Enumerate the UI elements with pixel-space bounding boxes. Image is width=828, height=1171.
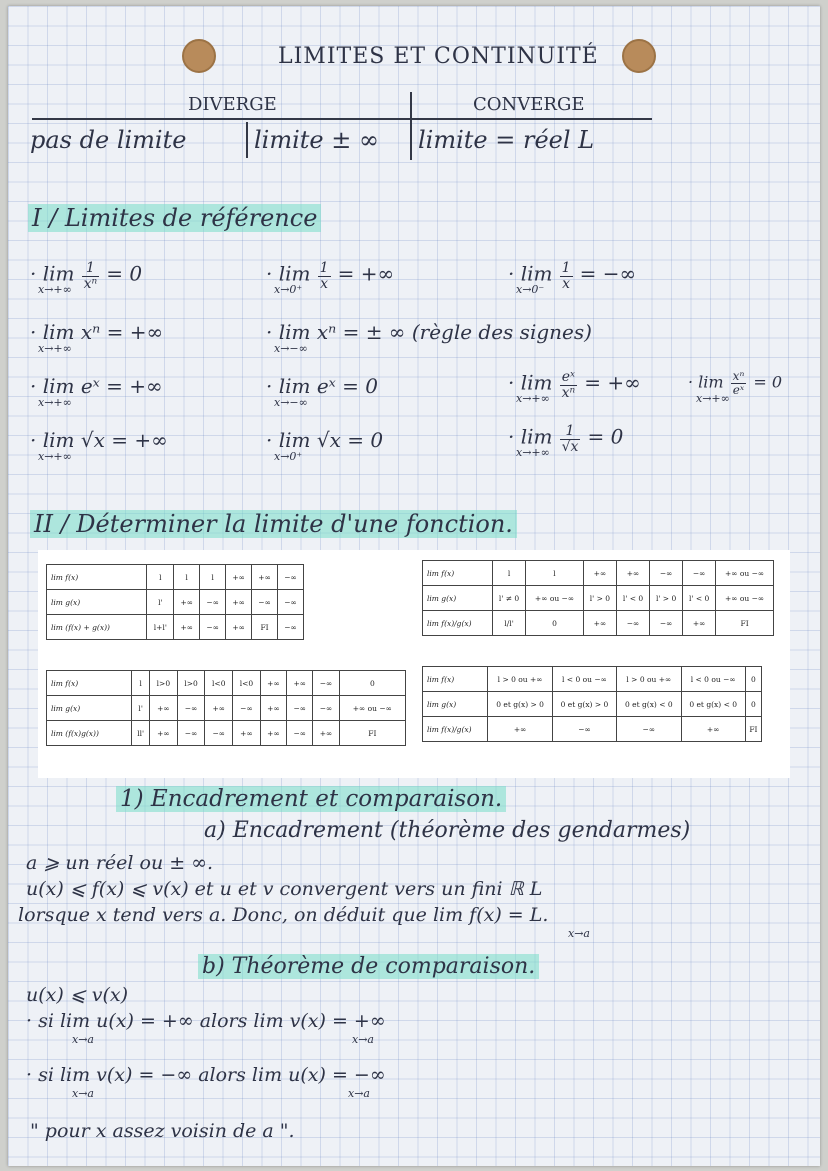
table-cell: −∞: [177, 721, 205, 746]
table-row-header: lim g(x): [47, 590, 147, 615]
ref-limit-2-fraction: $\frac{1}{x}$: [319, 260, 329, 292]
table-cell: +∞: [174, 590, 200, 615]
table-cell: −∞: [650, 611, 683, 636]
table-cell: +∞: [226, 565, 252, 590]
ref-limit-12: · lim $\frac{1}{√x}$ = 0 x→+∞: [508, 423, 624, 459]
ref-limit-3-value: = −∞: [579, 261, 637, 286]
ref-limit-8-fraction: $\frac{\text{eˣ}}{\text{xⁿ}}$: [561, 369, 576, 401]
table-cell: l/l': [493, 611, 526, 636]
encadrement-line-1: a ⩾ un réel ou ± ∞.: [26, 852, 214, 874]
ref-limit-4: · lim xⁿ = +∞ x→+∞: [30, 320, 164, 355]
product-limits-table: [46, 670, 406, 746]
comparison-title-text: b) Théorème de comparaison.: [198, 954, 539, 979]
table-cell: −∞: [233, 696, 261, 721]
ref-limit-12-lim: lim: [520, 424, 553, 449]
page-title: LIMITES ET CONTINUITÉ: [278, 44, 599, 69]
ref-limit-1-value: = 0: [106, 261, 143, 286]
table-cell: +∞: [260, 721, 286, 746]
comparison-line-3-sub-1: x→a: [72, 1087, 94, 1100]
ref-limit-11-lim: lim √x: [278, 428, 341, 452]
table-row: [47, 590, 304, 615]
ref-limit-10-sub: x→+∞: [38, 450, 72, 463]
table-row: [47, 696, 406, 721]
table-cell: −∞: [278, 590, 304, 615]
notebook-page: [8, 6, 820, 1166]
encadrement-line-3: lorsque x tend vers a. Donc, on déduit que lim f(x) = L.: [18, 904, 549, 926]
table-cell: l: [493, 561, 526, 586]
ref-limit-3: · lim $\frac{1}{x}$ = −∞ x→0⁻: [508, 260, 637, 296]
table-cell: −∞: [313, 696, 339, 721]
table-cell: l: [174, 565, 200, 590]
comparison-line-3: · si lim v(x) = −∞ alors lim u(x) = −∞: [26, 1064, 386, 1086]
table-cell: l < 0 ou −∞: [552, 667, 616, 692]
table-cell: 0: [526, 611, 584, 636]
ref-limit-12-fraction: $\frac{1}{√x}$: [561, 423, 579, 455]
intro-horizontal-rule: [32, 118, 652, 120]
table-cell: −∞: [252, 590, 278, 615]
comparison-line-3-sub-2: x→a: [348, 1087, 370, 1100]
table-cell: +∞: [260, 696, 286, 721]
ref-limit-1-lim: lim: [42, 261, 75, 286]
ref-limit-8: · lim $\frac{\text{eˣ}}{\text{xⁿ}}$ = +∞ x→+∞: [508, 369, 641, 405]
table-cell: l > 0 ou +∞: [617, 667, 681, 692]
printed-limits-tables: [38, 550, 790, 778]
comparison-line-2-sub-1: x→a: [72, 1033, 94, 1046]
ref-limit-9-sub: x→+∞: [696, 392, 730, 405]
table-cell: 0: [745, 667, 761, 692]
table-row: [47, 671, 406, 696]
table-cell: l<0: [233, 671, 261, 696]
table-cell: +∞: [150, 721, 178, 746]
section1-title-text: I / Limites de référence: [28, 204, 321, 232]
binder-hole-right: [622, 39, 656, 73]
table-cell: +∞: [681, 717, 745, 742]
ref-limit-6-lim: lim eˣ: [42, 374, 100, 398]
comparison-line-2: · si lim u(x) = +∞ alors lim v(x) = +∞: [26, 1010, 386, 1032]
table-cell: −∞: [200, 615, 226, 640]
table-cell: l: [200, 565, 226, 590]
table-cell: −∞: [177, 696, 205, 721]
comparison-line-1: u(x) ⩽ v(x): [26, 984, 129, 1006]
table-cell: l': [132, 696, 150, 721]
table-cell: l+l': [147, 615, 174, 640]
binder-hole-left: [182, 39, 216, 73]
encadrement-title: a) Encadrement (théorème des gendarmes): [204, 818, 691, 843]
table-row: [47, 615, 304, 640]
ref-limit-6-sub: x→+∞: [38, 396, 72, 409]
subsection1-title: [116, 788, 506, 811]
table-cell: l: [132, 671, 150, 696]
table-cell: l' > 0: [650, 586, 683, 611]
ref-limit-3-fraction: $\frac{1}{x}$: [561, 260, 571, 292]
table-row-header: lim g(x): [47, 696, 132, 721]
table-row-header: lim f(x): [423, 561, 493, 586]
subsection1-title-text: 1) Encadrement et comparaison.: [116, 786, 506, 812]
ref-limit-11-value: = 0: [347, 428, 384, 452]
converge-label: CONVERGE: [473, 94, 585, 115]
ref-limit-8-value: = +∞: [584, 370, 641, 395]
comparison-title: [198, 956, 539, 978]
intro-cell-infinite-limit: limite ± ∞: [254, 126, 379, 154]
table-cell: FI: [339, 721, 405, 746]
quotient-limits-table-2: [422, 666, 762, 742]
table-cell: −∞: [616, 611, 649, 636]
ref-limit-9-fraction: $\frac{\text{xⁿ}}{\text{eˣ}}$: [732, 369, 745, 397]
table-row-header: lim g(x): [423, 586, 493, 611]
ref-limit-5: · lim xⁿ = ± ∞ (règle des signes) x→−∞: [266, 320, 592, 355]
table-cell: 0: [339, 671, 405, 696]
table-row: [47, 565, 304, 590]
diverge-label: DIVERGE: [188, 94, 277, 115]
quotient-limits-table-1: [422, 560, 774, 636]
table-cell: +∞ ou −∞: [339, 696, 405, 721]
ref-limit-7-lim: lim eˣ: [278, 374, 336, 398]
ref-limit-5-sub: x→−∞: [274, 342, 308, 355]
table-cell: +∞: [260, 671, 286, 696]
ref-limit-8-lim: lim: [520, 370, 553, 395]
table-row-header: lim (f(x) + g(x)): [47, 615, 147, 640]
table-cell: +∞: [233, 721, 261, 746]
intro-cell-no-limit: pas de limite: [30, 126, 187, 154]
table-cell: +∞: [683, 611, 716, 636]
encadrement-limit-sub: x→a: [568, 927, 590, 940]
table-cell: l<0: [205, 671, 233, 696]
ref-limit-9-value: = 0: [753, 372, 783, 392]
table-cell: +∞: [583, 611, 616, 636]
table-cell: l > 0 ou +∞: [488, 667, 552, 692]
table-cell: l>0: [150, 671, 178, 696]
table-row-header: lim f(x): [47, 565, 147, 590]
table-cell: +∞: [583, 561, 616, 586]
ref-limit-10-lim: lim √x: [42, 428, 105, 452]
ref-limit-1: · lim $\frac{1}{\text{xⁿ}}$ = 0 x→+∞: [30, 260, 143, 296]
ref-limit-5-lim: lim xⁿ: [278, 320, 337, 344]
ref-limit-9-lim: lim: [698, 372, 724, 392]
table-cell: l < 0 ou −∞: [681, 667, 745, 692]
table-cell: +∞: [226, 590, 252, 615]
table-cell: +∞: [150, 696, 178, 721]
ref-limit-4-sub: x→+∞: [38, 342, 72, 355]
table-cell: −∞: [287, 696, 313, 721]
table-row: [47, 721, 406, 746]
intro-cell-real-limit: limite = réel L: [418, 126, 595, 154]
ref-limit-3-lim: lim: [520, 261, 553, 286]
table-row: [423, 586, 774, 611]
table-row: [423, 717, 762, 742]
table-cell: −∞: [617, 717, 681, 742]
ref-limit-7: · lim eˣ = 0 x→−∞: [266, 374, 378, 409]
sum-limits-table: [46, 564, 304, 640]
ref-limit-9: · lim $\frac{\text{xⁿ}}{\text{eˣ}}$ = 0 x→+∞: [688, 369, 783, 405]
table-row-header: lim f(x): [423, 667, 488, 692]
ref-limit-11: · lim √x = 0 x→0⁺: [266, 428, 384, 463]
table-cell: −∞: [683, 561, 716, 586]
comparison-note: " pour x assez voisin de a ".: [30, 1120, 295, 1142]
table-cell: −∞: [200, 590, 226, 615]
table-cell: +∞: [488, 717, 552, 742]
ref-limit-4-value: = +∞: [106, 320, 164, 344]
table-row: [423, 561, 774, 586]
table-cell: 0 et g(x) > 0: [552, 692, 616, 717]
table-cell: ll': [132, 721, 150, 746]
table-cell: l' ≠ 0: [493, 586, 526, 611]
table-row-header: lim f(x)/g(x): [423, 717, 488, 742]
ref-limit-1-fraction: $\frac{1}{\text{xⁿ}}$: [83, 260, 98, 292]
section2-title: [30, 512, 517, 536]
table-cell: 0 et g(x) < 0: [681, 692, 745, 717]
ref-limit-6: · lim eˣ = +∞ x→+∞: [30, 374, 163, 409]
table-cell: FI: [716, 611, 774, 636]
table-cell: +∞: [205, 696, 233, 721]
ref-limit-6-value: = +∞: [106, 374, 163, 398]
table-cell: +∞: [287, 671, 313, 696]
table-cell: +∞ ou −∞: [526, 586, 584, 611]
table-row: [423, 611, 774, 636]
table-cell: −∞: [278, 565, 304, 590]
table-row-header: lim (f(x)g(x)): [47, 721, 132, 746]
table-row: [423, 667, 762, 692]
table-cell: −∞: [313, 671, 339, 696]
ref-limit-5-value: = ± ∞ (règle des signes): [342, 320, 592, 344]
table-cell: −∞: [650, 561, 683, 586]
intro-divider-main: [410, 92, 412, 160]
table-cell: +∞ ou −∞: [716, 586, 774, 611]
table-cell: l' < 0: [683, 586, 716, 611]
ref-limit-2: · lim $\frac{1}{x}$ = +∞ x→0⁺: [266, 260, 395, 296]
ref-limit-1-sub: x→+∞: [38, 283, 72, 296]
ref-limit-11-sub: x→0⁺: [274, 450, 303, 463]
ref-limit-12-sub: x→+∞: [516, 446, 550, 459]
table-cell: +∞: [174, 615, 200, 640]
ref-limit-10: · lim √x = +∞ x→+∞: [30, 428, 168, 463]
section2-title-text: II / Déterminer la limite d'une fonction.: [30, 510, 517, 538]
table-cell: −∞: [552, 717, 616, 742]
table-cell: 0 et g(x) > 0: [488, 692, 552, 717]
table-cell: 0 et g(x) < 0: [617, 692, 681, 717]
table-cell: +∞: [616, 561, 649, 586]
table-cell: 0: [745, 692, 761, 717]
table-cell: l' < 0: [616, 586, 649, 611]
ref-limit-10-value: = +∞: [111, 428, 168, 452]
ref-limit-3-sub: x→0⁻: [516, 283, 545, 296]
table-cell: −∞: [278, 615, 304, 640]
ref-limit-2-sub: x→0⁺: [274, 283, 303, 296]
table-cell: l>0: [177, 671, 205, 696]
table-cell: +∞ ou −∞: [716, 561, 774, 586]
ref-limit-2-value: = +∞: [337, 261, 395, 286]
table-cell: −∞: [205, 721, 233, 746]
ref-limit-2-lim: lim: [278, 261, 311, 286]
ref-limit-7-value: = 0: [342, 374, 378, 398]
ref-limit-7-sub: x→−∞: [274, 396, 308, 409]
table-cell: l' > 0: [583, 586, 616, 611]
table-cell: FI: [252, 615, 278, 640]
table-row-header: lim g(x): [423, 692, 488, 717]
table-cell: +∞: [252, 565, 278, 590]
table-row-header: lim f(x): [47, 671, 132, 696]
comparison-line-2-sub-2: x→a: [352, 1033, 374, 1046]
table-cell: +∞: [226, 615, 252, 640]
encadrement-line-2: u(x) ⩽ f(x) ⩽ v(x) et u et v convergent vers un fini ℝ L: [26, 878, 543, 900]
intro-divider-left: [246, 122, 248, 158]
table-cell: l': [147, 590, 174, 615]
table-cell: l: [526, 561, 584, 586]
table-row-header: lim f(x)/g(x): [423, 611, 493, 636]
ref-limit-12-value: = 0: [587, 424, 624, 449]
section1-title: [28, 206, 321, 230]
ref-limit-4-lim: lim xⁿ: [42, 320, 101, 344]
table-cell: +∞: [313, 721, 339, 746]
table-cell: −∞: [287, 721, 313, 746]
table-cell: l: [147, 565, 174, 590]
table-row: [423, 692, 762, 717]
table-cell: FI: [745, 717, 761, 742]
ref-limit-8-sub: x→+∞: [516, 392, 550, 405]
